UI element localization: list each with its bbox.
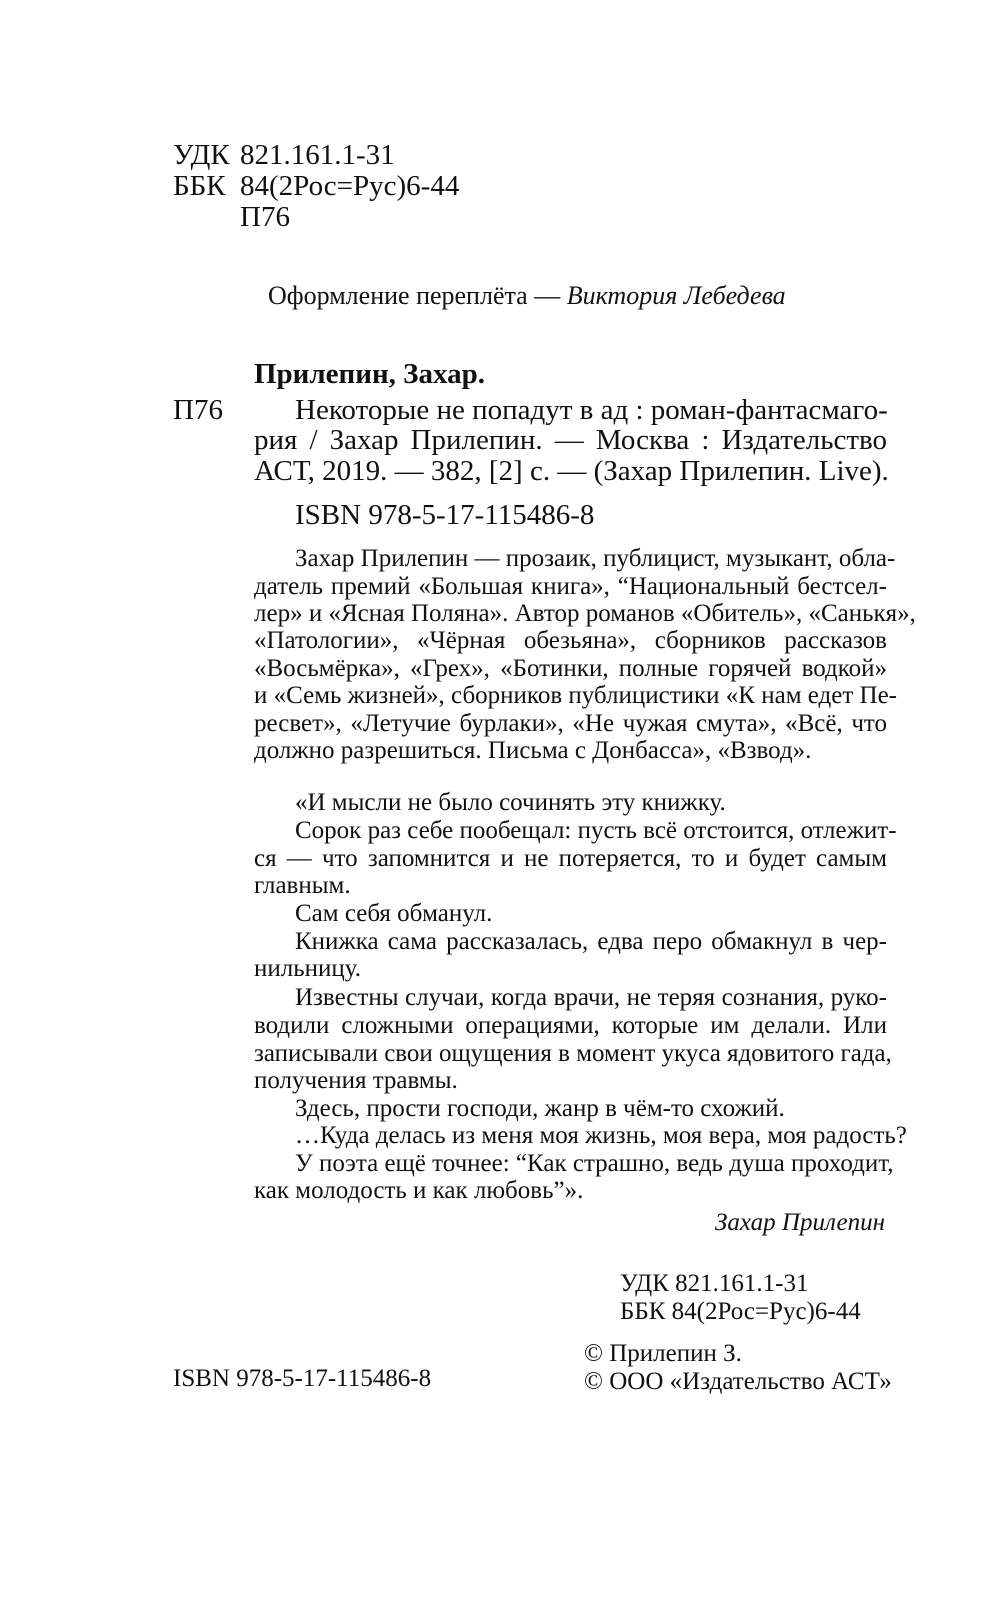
annotation-line: Захар Прилепин — прозаик, публицист, музыкант, обла- [295, 545, 896, 572]
quote-line: Сорок раз себе пообещал: пусть всё отстоится, отлежит- [295, 817, 897, 844]
quote-author: Захар Прилепин [715, 1209, 885, 1236]
quote-line: «И мысли не было сочинять эту книжку. [295, 789, 726, 816]
footer-bbk: ББК 84(2Рос=Рус)6-44 [620, 1298, 861, 1325]
bbk-value: 84(2Рос=Рус)6-44 [240, 170, 460, 202]
record-line: АСТ, 2019. — 382, [2] с. — (Захар Прилепин. Live). [254, 455, 889, 487]
annotation-line: датель премий «Большая книга», “Национальный бестсел- [254, 573, 887, 600]
quote-line: У поэта ещё точнее: “Как страшно, ведь душа проходит, [295, 1150, 894, 1177]
quote-line: как молодость и как любовь”». [254, 1177, 584, 1204]
quote-line: Сам себя обманул. [295, 900, 493, 927]
quote-line: …Куда делась из меня моя жизнь, моя вера, моя радость? [295, 1122, 907, 1149]
annotation-line: «Патологии», «Чёрная обезьяна», сборников рассказов [254, 627, 887, 654]
design-credit-prefix: Оформление переплёта — [268, 281, 567, 310]
copyright-author: © Прилепин З. [584, 1340, 742, 1367]
annotation-line: и «Семь жизней», сборников публицистики «К нам едет Пе- [254, 682, 898, 709]
design-credit [268, 281, 786, 311]
record-mark: П76 [173, 394, 223, 426]
udk-value: 821.161.1-31 [240, 139, 395, 171]
quote-line: водили сложными операциями, которые им делали. Или [254, 1012, 887, 1039]
quote-line: получения травмы. [254, 1067, 458, 1094]
annotation-line: «Восьмёрка», «Грех», «Ботинки, полные горячей водкой» [254, 655, 887, 682]
quote-line: Книжка сама рассказалась, едва перо обмакнул в чер- [295, 928, 887, 955]
annotation-line: должно разрешиться. Письма с Донбасса», «Взвод». [254, 737, 812, 764]
annotation-line: ресвет», «Летучие бурлаки», «Не чужая смута», «Всё, что [254, 710, 887, 737]
quote-line: записывали свои ощущения в момент укуса ядовитого гада, [254, 1040, 892, 1067]
author-mark-top: П76 [240, 201, 290, 233]
quote-line: ся — что запомнится и не потеряется, то и будет самым [254, 845, 887, 872]
udk-label: УДК [173, 139, 230, 171]
record-heading: Прилепин, Захар. [254, 358, 485, 390]
quote-line: нильницу. [254, 955, 362, 982]
record-line: рия / Захар Прилепин. — Москва : Издательство [254, 424, 887, 456]
bbk-label: ББК [173, 170, 226, 202]
copyright-publisher: © ООО «Издательство АСТ» [584, 1368, 892, 1395]
quote-line: Здесь, прости господи, жанр в чём-то схожий. [295, 1095, 785, 1122]
footer-isbn: ISBN 978-5-17-115486-8 [173, 1365, 432, 1392]
record-line: Некоторые не попадут в ад : роман-фантасмаго- [295, 394, 888, 426]
quote-line: Известны случаи, когда врачи, не теряя сознания, руко- [295, 984, 887, 1011]
annotation-line: лер» и «Ясная Поляна». Автор романов «Обитель», «Санькя», [254, 600, 916, 627]
designer-name: Виктория Лебедева [566, 281, 786, 310]
record-isbn: ISBN 978-5-17-115486-8 [295, 499, 595, 531]
footer-udk: УДК 821.161.1-31 [620, 1270, 809, 1297]
quote-line: главным. [254, 872, 351, 899]
